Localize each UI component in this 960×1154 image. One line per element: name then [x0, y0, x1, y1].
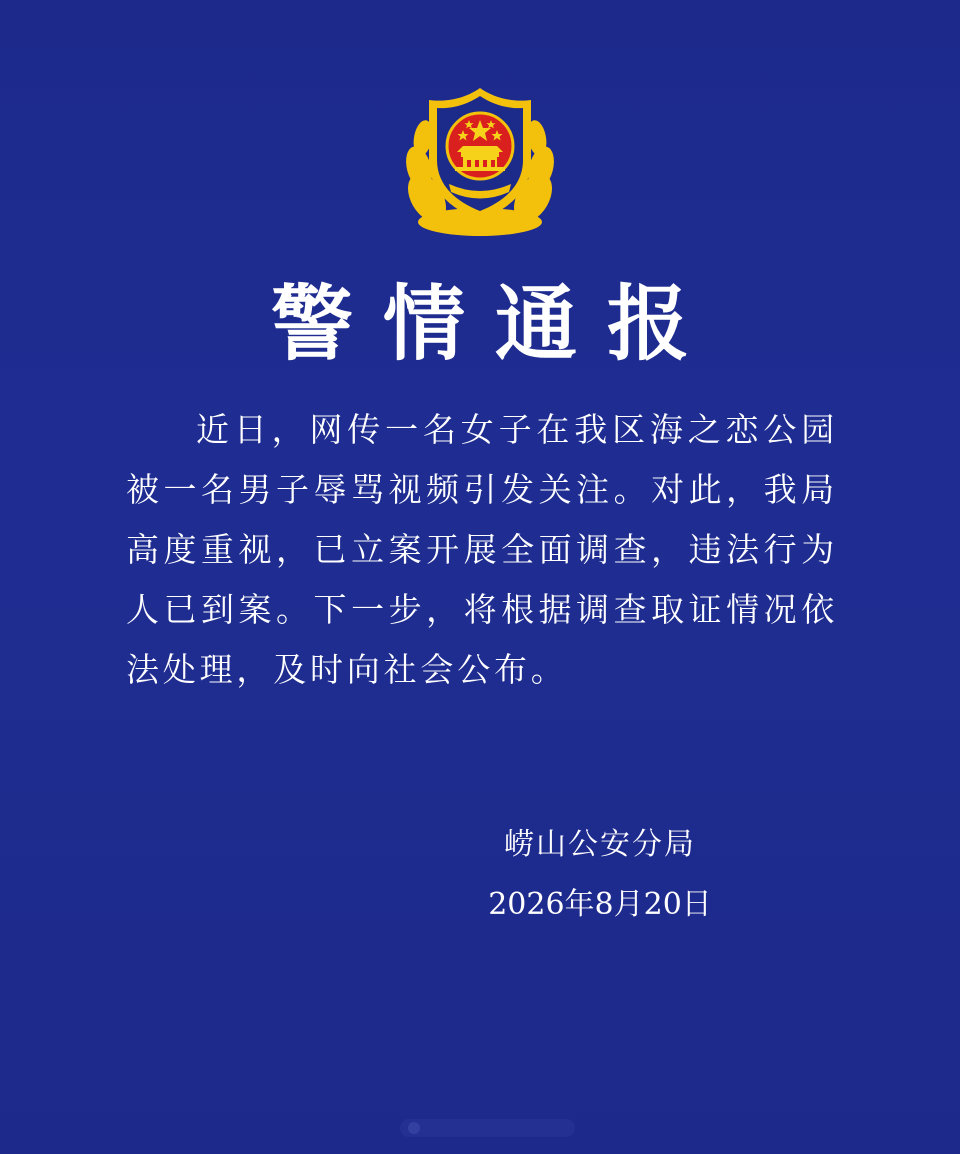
police-emblem-icon	[405, 80, 555, 240]
issue-date: 2026年8月20日	[488, 887, 712, 922]
notice-title: 警情通报	[270, 277, 719, 372]
notice-body: 近日，网传一名女子在我区海之恋公园被一名男子辱骂视频引发关注。对此，我局高度重视，已立案开展全面调查，违法行为人已到案。下一步，将根据调查取证情况依法处理，及时向社会公布。	[126, 410, 838, 689]
issuing-agency: 崂山公安分局	[504, 827, 696, 862]
signature-block	[470, 818, 730, 932]
watermark-icon	[400, 1117, 575, 1139]
